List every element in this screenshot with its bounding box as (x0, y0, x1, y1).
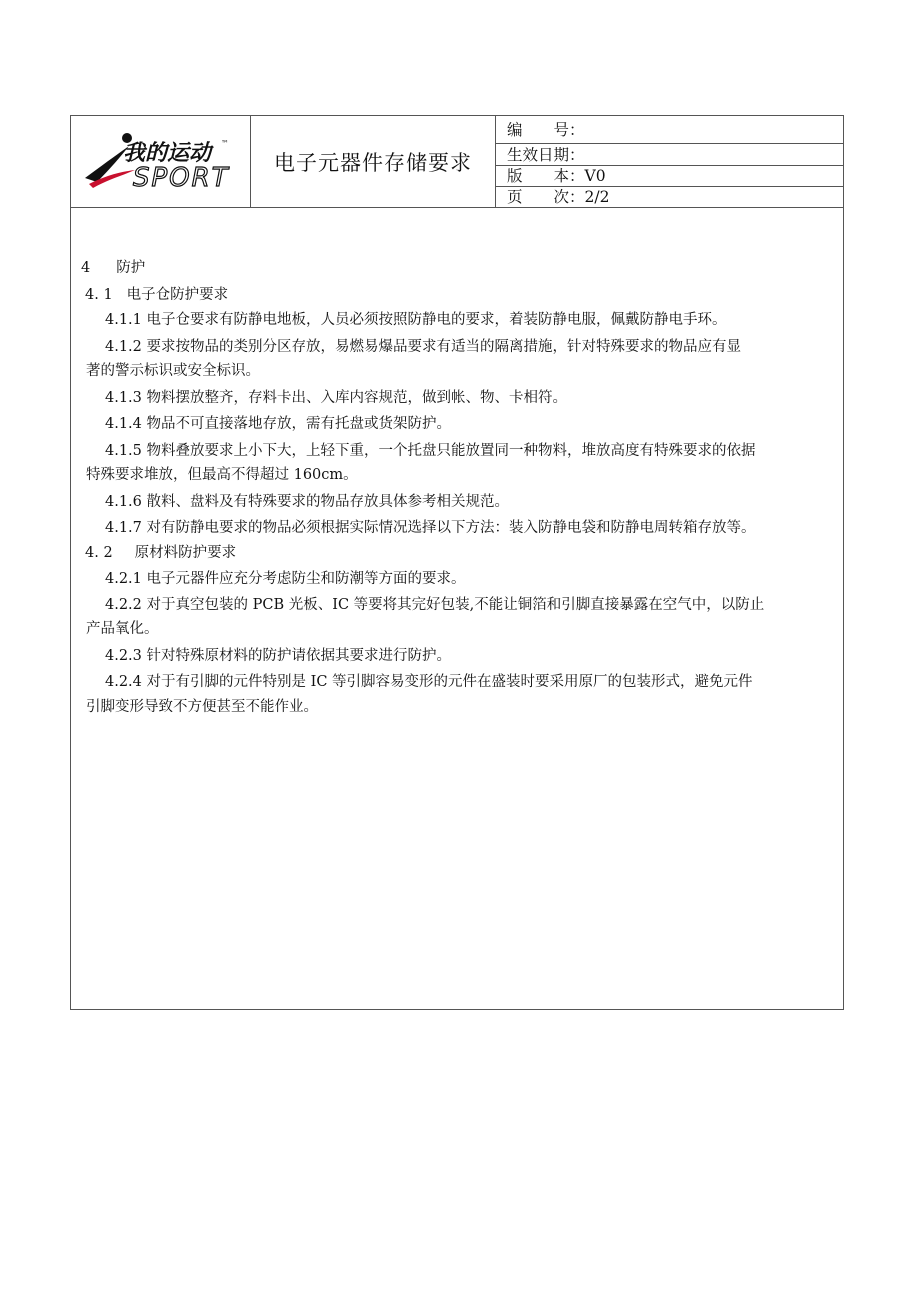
subsection-heading-4-1: 4. 1 电子仓防护要求 (85, 287, 229, 303)
logo-cell (71, 116, 251, 207)
logo-en-text: SPORT (133, 163, 230, 193)
paragraph-4-1-7: 4.1.7 对有防静电要求的物品必须根据实际情况选择以下方法：装入防静电袋和防静电周转箱存放等。 (105, 520, 756, 536)
logo-cn-text: 我的运动 (123, 141, 212, 166)
document-frame (70, 115, 844, 1010)
paragraph-4-1-1: 4.1.1 电子仓要求有防静电地板，人员必须按照防静电的要求，着装防静电服，佩戴防静电手环。 (105, 312, 727, 328)
paragraph-4-1-2-cont: 著的警示标识或安全标识。 (86, 363, 260, 379)
paragraph-4-1-3: 4.1.3 物料摆放整齐，存料卡出、入库内容规范，做到帐、物、卡相符。 (105, 390, 568, 406)
paragraph-4-1-2: 4.1.2 要求按物品的类别分区存放，易燃易爆品要求有适当的隔离措施，针对特殊要求的物品应有显 (105, 339, 741, 355)
svg-text:™: ™ (221, 139, 229, 148)
meta-cell (496, 116, 843, 207)
document-header (71, 116, 843, 208)
meta-row-version: 版 本：V0 (496, 166, 843, 187)
meta-row-page: 页 次：2/2 (507, 188, 610, 206)
paragraph-4-1-6: 4.1.6 散料、盘料及有特殊要求的物品存放具体参考相关规范。 (105, 494, 510, 510)
paragraph-4-2-2: 4.2.2 对于真空包装的 PCB 光板、IC 等要将其完好包装,不能让铜箔和引脚直接暴露在空气中，以防止 (105, 597, 765, 613)
company-logo (71, 116, 249, 205)
subsection-heading-4-2: 4. 2 原材料防护要求 (85, 545, 237, 561)
section-heading: 4 防护 (81, 260, 146, 276)
paragraph-4-2-3: 4.2.3 针对特殊原材料的防护请依据其要求进行防护。 (105, 648, 452, 664)
paragraph-4-2-4: 4.2.4 对于有引脚的元件特别是 IC 等引脚容易变形的元件在盛装时要采用原厂的包装形式，避免元件 (105, 674, 753, 690)
paragraph-4-2-4-cont: 引脚变形导致不方便甚至不能作业。 (86, 699, 318, 715)
document-title: 电子元器件存储要求 (274, 150, 472, 175)
paragraph-4-1-4: 4.1.4 物品不可直接落地存放，需有托盘或货架防护。 (105, 416, 452, 432)
paragraph-4-1-5: 4.1.5 物料叠放要求上小下大，上轻下重，一个托盘只能放置同一种物料，堆放高度有特殊要求的依据 (105, 443, 756, 459)
title-cell (251, 116, 496, 207)
paragraph-4-1-5-cont: 特殊要求堆放，但最高不得超过 160cm。 (86, 467, 358, 483)
meta-row-number: 编 号： (496, 116, 843, 144)
meta-row-effective-date: 生效日期： (496, 144, 843, 166)
paragraph-4-2-2-cont: 产品氧化。 (86, 621, 159, 637)
paragraph-4-2-1: 4.2.1 电子元器件应充分考虑防尘和防潮等方面的要求。 (105, 571, 466, 587)
